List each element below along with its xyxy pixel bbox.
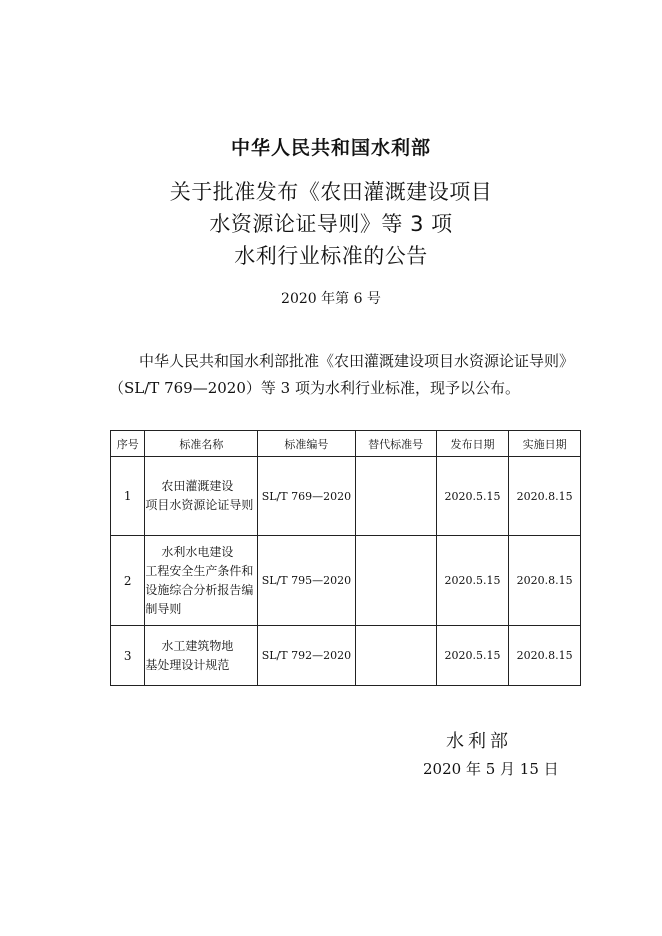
- table-row: [111, 536, 581, 626]
- row-published: 2020.5.15: [436, 457, 509, 536]
- row-no: 1: [111, 457, 145, 536]
- header-effective: 实施日期: [509, 431, 581, 457]
- row-replaces: [355, 626, 436, 686]
- row-effective: 2020.8.15: [509, 626, 581, 686]
- document-number: 2020 年第 6 号: [281, 291, 381, 307]
- row-name-first: 水工建筑物地: [161, 638, 234, 653]
- row-no: 3: [111, 626, 145, 686]
- table-row: [111, 457, 581, 536]
- header-published: 发布日期: [436, 431, 509, 457]
- header-code: 标准编号: [258, 431, 355, 457]
- row-name-first: 农田灌溉建设: [161, 479, 234, 493]
- row-published: 2020.5.15: [436, 626, 509, 686]
- row-name-rest: 工程安全生产条件和设施综合分析报告编制导则: [145, 563, 254, 616]
- header-name: 标准名称: [145, 431, 258, 457]
- issuing-ministry: 中华人民共和国水利部: [230, 137, 431, 159]
- row-code: SL/T 769—2020: [258, 457, 355, 536]
- title-line-2: 水资源论证导则》等 3 项: [209, 212, 453, 236]
- header-replaces: 替代标准号: [355, 431, 436, 457]
- row-name: [145, 536, 258, 626]
- row-code: SL/T 792—2020: [258, 626, 355, 686]
- row-name-rest: 项目水资源论证导则: [145, 498, 254, 512]
- table-row: [111, 626, 581, 686]
- row-name-rest: 基处理设计规范: [145, 657, 230, 672]
- announcement-paragraph: 中华人民共和国水利部批准《农田灌溉建设项目水资源论证导则》（SL/T 769—2020）等 3 项为水利行业标准，现予以公布。: [109, 352, 575, 397]
- standards-table: [110, 430, 581, 686]
- row-published: 2020.5.15: [436, 536, 509, 626]
- row-name-first: 水利水电建设: [161, 544, 234, 559]
- row-name: [145, 457, 258, 536]
- signature-date: 2020 年 5 月 15 日: [423, 760, 559, 778]
- signature-organization: 水利部: [446, 731, 512, 752]
- row-no: 2: [111, 536, 145, 626]
- row-replaces: [355, 536, 436, 626]
- row-replaces: [355, 457, 436, 536]
- table-header-row: [111, 431, 581, 457]
- row-effective: 2020.8.15: [509, 536, 581, 626]
- row-code: SL/T 795—2020: [258, 536, 355, 626]
- header-no: 序号: [111, 431, 145, 457]
- title-line-1: 关于批准发布《农田灌溉建设项目: [169, 180, 493, 204]
- row-effective: 2020.8.15: [509, 457, 581, 536]
- row-name: [145, 626, 258, 686]
- title-line-3: 水利行业标准的公告: [234, 244, 428, 268]
